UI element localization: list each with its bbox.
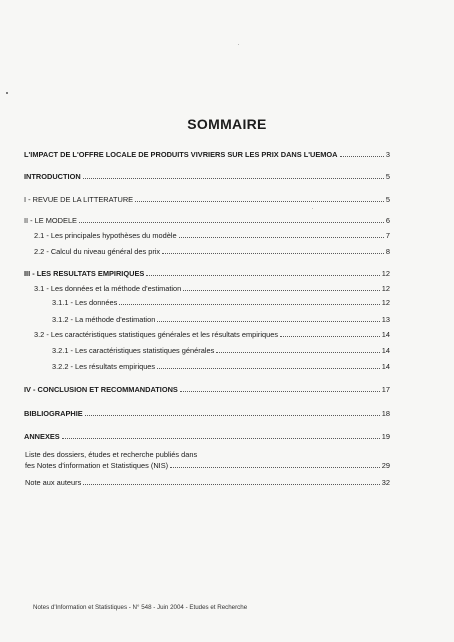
- toc-entry-donnees-methode: [34, 285, 390, 292]
- toc-entry-text: III - LES RESULTATS EMPIRIQUES: [24, 269, 145, 278]
- toc-entry-liste-line1: [25, 451, 197, 458]
- toc-entry-methode: [52, 316, 390, 323]
- toc-entry-revue: [24, 196, 390, 203]
- toc-entry-text: BIBLIOGRAPHIE: [24, 409, 83, 418]
- toc-entry-text: Liste des dossiers, études et recherche publiés dans: [25, 450, 198, 459]
- toc-entry-text: IV - CONCLUSION ET RECOMMANDATIONS: [24, 385, 178, 394]
- dot-leader: [83, 483, 379, 485]
- dot-leader: [146, 274, 379, 276]
- toc-entry-page: 14: [381, 362, 390, 371]
- toc-entry-page: 19: [381, 432, 390, 441]
- toc-entry-text: 2.2 - Calcul du niveau général des prix: [34, 247, 161, 256]
- toc-entry-text: fes Notes d'information et Statistiques (NIS): [25, 461, 169, 470]
- toc-entry-page: 7: [385, 231, 390, 240]
- toc-entry-page: 14: [381, 346, 390, 355]
- page-title: SOMMAIRE: [187, 116, 267, 132]
- toc-entry-page: 5: [385, 172, 390, 181]
- toc-entry-text: I - REVUE DE LA LITTERATURE: [24, 195, 134, 204]
- dot-leader: [170, 466, 380, 468]
- dot-leader: [216, 351, 379, 353]
- toc-entry-page: 5: [385, 195, 390, 204]
- toc-entry-conclusion: [24, 386, 390, 393]
- page-footer: Notes d'Information et Statistiques - N° 548 - Juin 2004 - Etudes et Recherche: [33, 604, 248, 611]
- toc-entry-text: 3.2.2 - Les résultats empiriques: [52, 362, 156, 371]
- toc-entry-hypotheses: [34, 232, 390, 239]
- toc-entry-text: 3.1 - Les données et la méthode d'estimation: [34, 284, 182, 293]
- dot-leader: [179, 236, 384, 238]
- scan-speck: [238, 44, 239, 45]
- toc-entry-page: 6: [385, 216, 390, 225]
- toc-entry-text: 3.2 - Les caractéristiques statistiques générales et les résultats empiriques: [34, 330, 279, 339]
- toc-entry-text: INTRODUCTION: [24, 172, 81, 181]
- toc-entry-resultats: [24, 270, 390, 277]
- toc-entry-resultats-empiriques: [52, 363, 390, 370]
- toc-entry-page: 12: [381, 298, 390, 307]
- toc-entry-text: 3.1.2 - La méthode d'estimation: [52, 315, 156, 324]
- dot-leader: [119, 303, 379, 305]
- toc-entry-caracteristiques-resultats: [34, 331, 390, 338]
- toc-entry-introduction: [24, 173, 390, 180]
- toc-entry-page: 3: [385, 150, 390, 159]
- dot-leader: [183, 289, 380, 291]
- toc-entry-bibliographie: [24, 410, 390, 417]
- dot-leader: [340, 155, 384, 157]
- toc-entry-text: 3.2.1 - Les caractéristiques statistiques générales: [52, 346, 215, 355]
- dot-leader: [280, 335, 380, 337]
- dot-leader: [162, 252, 384, 254]
- dot-leader: [62, 437, 380, 439]
- toc-entry-caracteristiques: [52, 347, 390, 354]
- scan-speck: [6, 92, 8, 94]
- toc-entry-liste-nis: [25, 462, 390, 469]
- toc-entry-annexes: [24, 433, 390, 440]
- dot-leader: [79, 221, 384, 223]
- toc-entry-modele: [24, 217, 390, 224]
- toc-entry-page: 8: [385, 247, 390, 256]
- toc-entry-page: 14: [381, 330, 390, 339]
- toc-entry-text: Note aux auteurs: [25, 478, 82, 487]
- scan-speck: [312, 208, 313, 209]
- toc-entry-donnees: [52, 299, 390, 306]
- dot-leader: [135, 200, 384, 202]
- toc-entry-page: 29: [381, 461, 390, 470]
- dot-leader: [157, 320, 379, 322]
- toc-entry-note-auteurs: [25, 479, 390, 486]
- toc-entry-page: 18: [381, 409, 390, 418]
- toc-entry-text: ANNEXES: [24, 432, 60, 441]
- toc-entry-page: 13: [381, 315, 390, 324]
- dot-leader: [85, 414, 380, 416]
- toc-entry-page: 32: [381, 478, 390, 487]
- toc-entry-text: II - LE MODELE: [24, 216, 77, 225]
- toc-entry-text: 2.1 - Les principales hypothèses du modèle: [34, 231, 177, 240]
- dot-leader: [157, 367, 380, 369]
- toc-entry-page: 17: [381, 385, 390, 394]
- dot-leader: [180, 390, 380, 392]
- toc-entry-impact: [24, 151, 390, 158]
- toc-entry-text: L'IMPACT DE L'OFFRE LOCALE DE PRODUITS VIVRIERS SUR LES PRIX DANS L'UEMOA: [24, 150, 338, 159]
- toc-entry-page: 12: [381, 284, 390, 293]
- toc-entry-page: 12: [381, 269, 390, 278]
- toc-entry-text: 3.1.1 - Les données: [52, 298, 118, 307]
- dot-leader: [83, 177, 384, 179]
- toc-entry-calcul-prix: [34, 248, 390, 255]
